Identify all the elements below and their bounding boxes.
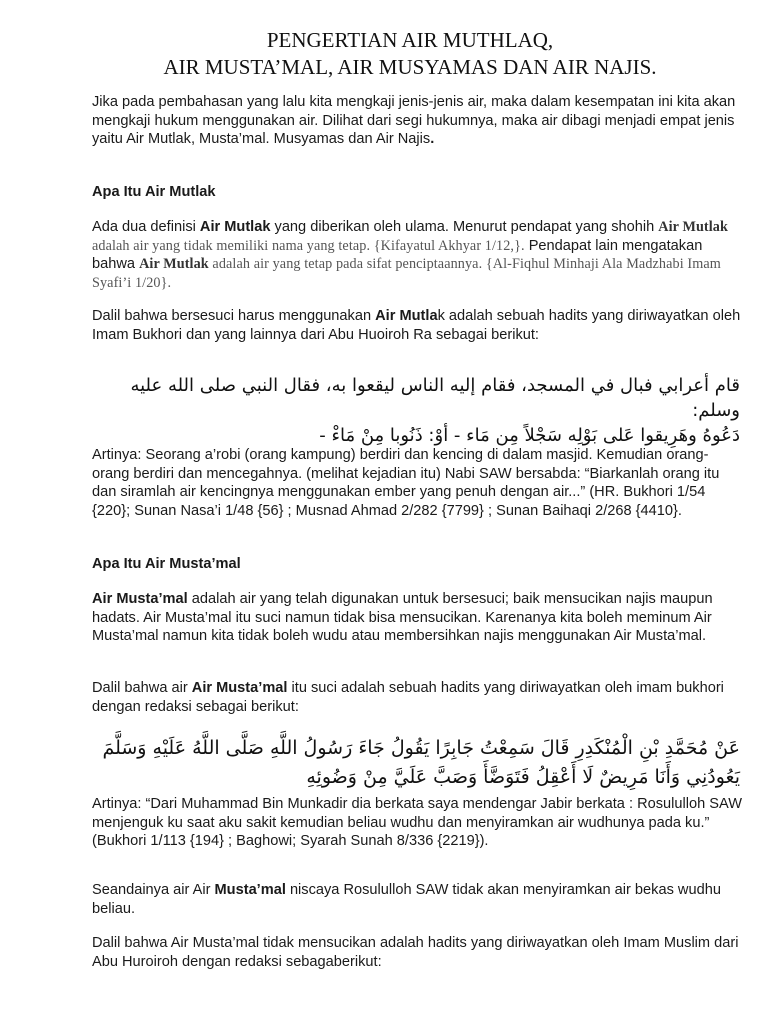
def-text-c: yang diberikan oleh ulama. Menurut pendapat yang shohih [270,219,659,235]
def-text-h: adalah air yang tetap pada sifat penciptaannya. {Al-Fiqhul Minhaji Ala Madzhabi Imam Syafi’i 1/20}. [92,256,721,291]
mustamal-bold-a: Air Musta’mal [92,591,188,607]
dalil-text-c: k adalah sebuah hadits yang diriwayatkan oleh Imam Bukhori dan yang lainnya dari Abu Huoiroh Ra sebagai berikut: [92,308,741,343]
artinya-hadith-1: Artinya: Seorang a’robi (orang kampung) berdiri dan kencing di dalam masjid. Kemudian orang-orang berdiri dan mencegahnya. (melihat kejadian itu) Nabi SAW bersabda: “Biarkanlah orang itu dan siramlah air kencingnya menggunakan ember yang penuh dengan air...” (HR. Bukhori 1/54 {220}; Sunan Nasa’i 1/48 {56} ; Musnad Ahmad 2/282 {7799} ; Sunan Baihaqi 2/268 {4410}. [92,447,720,519]
title-line-2: AIR MUSTA’MAL, AIR MUSYAMAS DAN AIR NAJIS. [163,55,657,79]
intro-end: . [430,131,435,147]
artinya-hadith-2: Artinya: “Dari Muhammad Bin Munkadir dia berkata saya mendengar Jabir berkata : Rosululloh SAW menjenguk ku saat aku sakit kemudian beliau wudhu dan menyiramkan air wudhunya pada ku.” (Bukhori 1/113 {194} ; Baghowi; Syarah Sunah 8/336 {2219}). [92,796,742,849]
dalil2-text-c: itu suci adalah sebuah hadits yang diriwayatkan oleh imam bukhori dengan redaksi sebagai berikut: [92,680,724,715]
arabic-hadith-1-line-2: دَعُوهُ وهَرِيقوا عَلى بَوْلِه سَجْلاً مِن مَاء - أوْ: ذَنُوبا مِنْ مَاءْ - [319,425,740,446]
def-bold-d: Air Mutlak [658,219,728,235]
heading-air-mutlak: Apa Itu Air Mutlak [92,184,216,200]
def-bold-b: Air Mutlak [199,219,271,235]
arabic-hadith-1-line-1: قام أعرابي فبال في المسجد، فقام إليه الناس ليقعوا به، فقال النبي صلى الله عليه وسلم: [130,375,740,421]
mustamal-text-b: adalah air yang telah digunakan untuk bersesuci; baik mensucikan najis maupun hadats. Air Musta’mal itu suci namun tidak bisa mensucikan. Karenanya kita boleh meminum Air Musta’mal namun kita tidak boleh wudu atau membersihkan najis menggunakan Air Musta’mal. [92,591,713,644]
arabic-hadith-2-line-2: يَعُودُنِي وَأَنَا مَرِيضٌ لَا أَعْقِلُ فَتَوَضَّأَ وَصَبَّ عَلَيَّ مِنْ وَضُوئِهِ [306,766,740,788]
seandainya-bold-b: Musta’mal [214,882,286,898]
dalil-air-mutlak [92,307,742,344]
dalil-bold-b: Air Mutla [375,308,438,324]
def-text-e: adalah air yang tidak memiliki nama yang tetap. {Kifayatul Akhyar 1/12,}. [92,237,525,254]
arabic-hadith-2-line-1: عَنْ مُحَمَّدِ بْنِ الْمُنْكَدِرِ قَالَ سَمِعْتُ جَابِرًا يَقُولُ جَاءَ رَسُولُ اللَّهِ صَلَّى اللَّهُ عَلَيْهِ وَسَلَّمَ [102,737,740,759]
seandainya-text-c: niscaya Rosululloh SAW tidak akan menyiramkan air bekas wudhu beliau. [92,882,721,917]
seandainya-text-a: Seandainya air Air [92,882,215,898]
def-text-a: Ada dua definisi [92,219,200,235]
arabic-hadith-1 [92,373,740,448]
definition-air-mutlak [92,218,742,292]
def-text-f: Pendapat lain mengatakan bahwa [92,237,703,272]
def-bold-g: Air Mutlak [139,256,209,272]
intro-text: Jika pada pembahasan yang lalu kita mengkaji jenis-jenis air, maka dalam kesempatan ini kita akan mengkaji hukum menggunakan air. Dilihat dari segi hukumnya, maka air dibagi menjadi empat jenis yaitu Air Mutlak, Musta’mal. Musyamas dan Air Najis [92,94,736,147]
heading-air-mustamal: Apa Itu Air Musta’mal [92,556,241,572]
dalil-text-a: Dalil bahwa bersesuci harus menggunakan [92,308,376,324]
intro-paragraph [92,93,742,149]
title-line-1: PENGERTIAN AIR MUTHLAQ, [266,28,554,52]
def-serif-quote-2 [92,256,721,291]
definition-air-mustamal [92,590,742,646]
dalil2-bold-b: Air Musta’mal [191,680,288,696]
dalil-mustamal-tidak-mensucikan: Dalil bahwa Air Musta’mal tidak mensucikan adalah hadits yang diriwayatkan oleh Imam Muslim dari Abu Huroiroh dengan redaksi sebagaberikut: [92,935,739,970]
seandainya-paragraph [92,881,742,918]
arabic-hadith-2 [92,734,740,792]
dalil2-text-a: Dalil bahwa air [92,680,192,696]
dalil-air-mustamal [92,679,742,716]
